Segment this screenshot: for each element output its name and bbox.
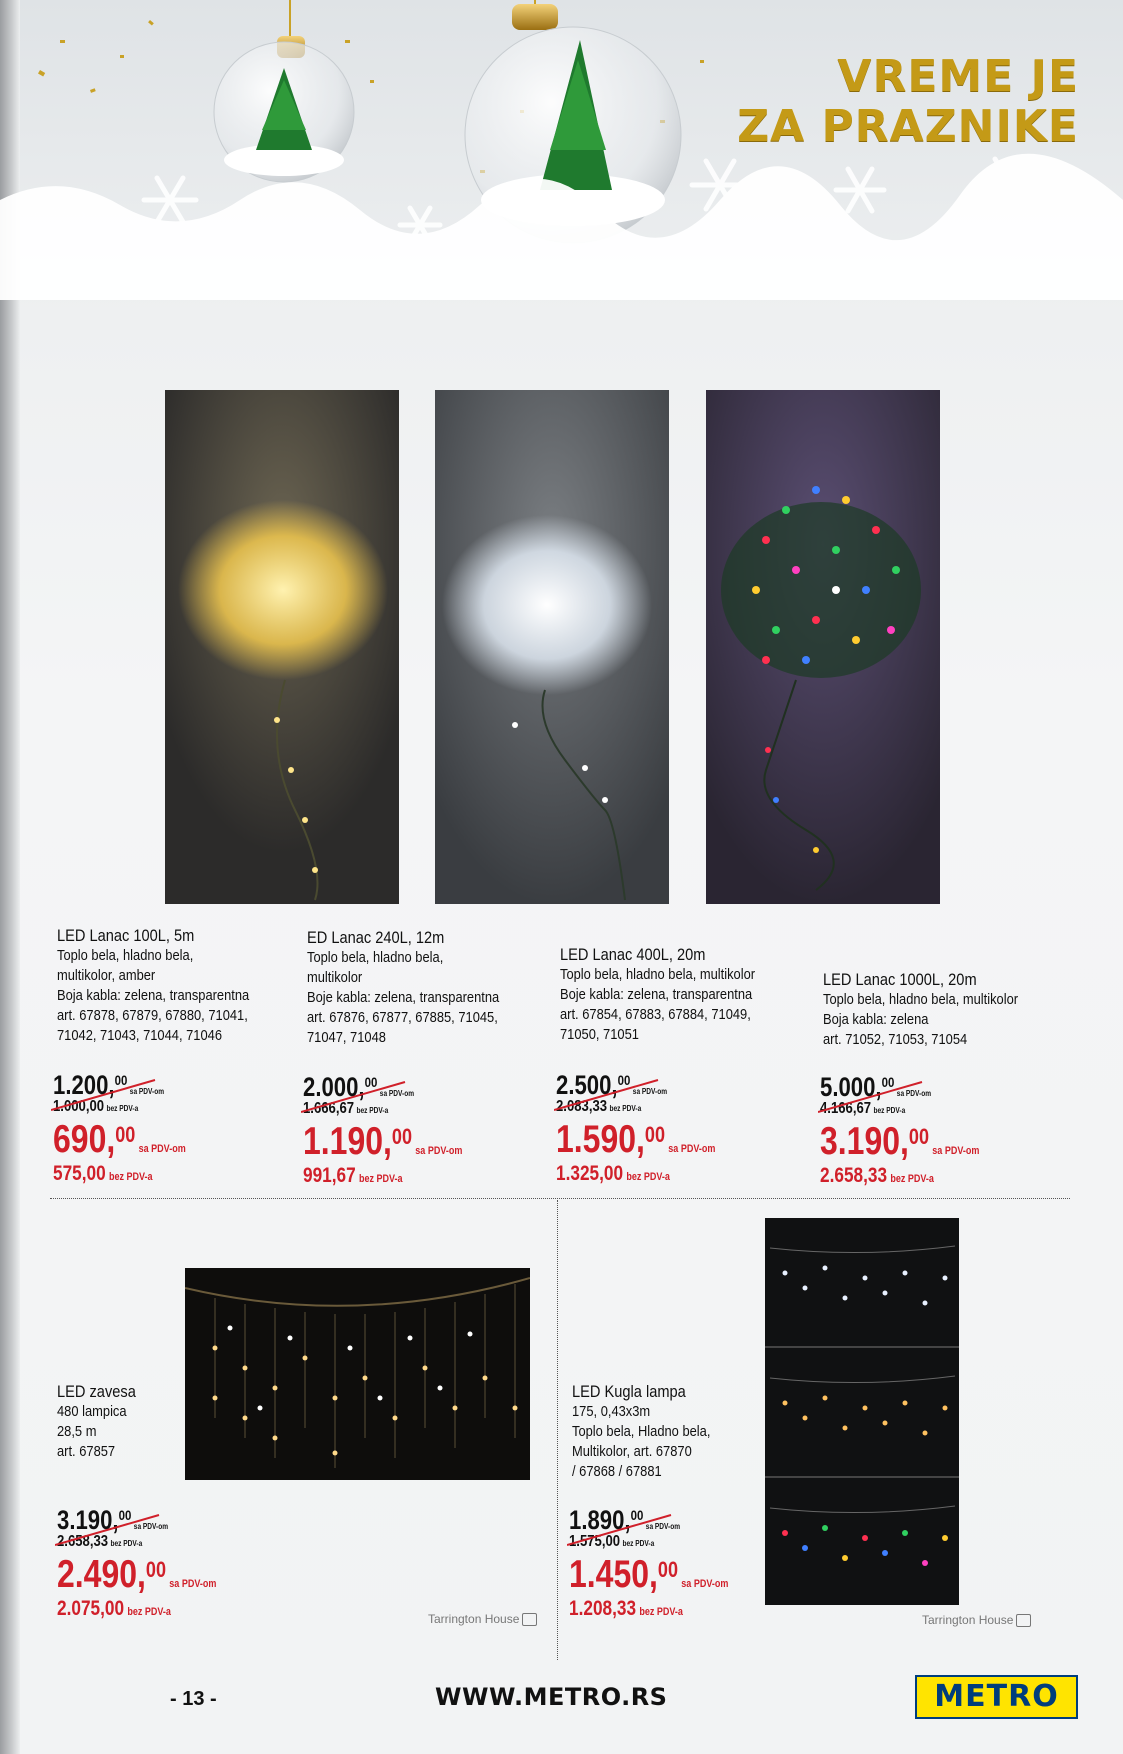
new-price-net: 2.075,00 bez PDV-a	[57, 1597, 171, 1620]
product-3-name: LED Lanac 400L, 20m	[560, 945, 706, 964]
old-price-net: 1.666,67 bez PDV-a	[303, 1100, 389, 1117]
product-1-price	[53, 1070, 293, 1200]
product-3-price	[556, 1070, 796, 1200]
product-6-price	[569, 1505, 809, 1635]
product-6-desc-line: Multikolor, art. 67870	[572, 1443, 692, 1460]
product-1-desc-line: 71042, 71043, 71044, 71046	[57, 1027, 222, 1044]
product-5-name: LED zavesa	[57, 1382, 136, 1401]
page-title	[737, 52, 1079, 152]
brand-badge-icon	[522, 1613, 537, 1626]
old-price-net: 1.000,00 bez PDV-a	[53, 1098, 139, 1115]
header-banner	[0, 0, 1123, 300]
product-5-desc-line: art. 67857	[57, 1443, 116, 1460]
new-price-net: 991,67 bez PDV-a	[303, 1164, 403, 1187]
product-3-description	[560, 945, 755, 1045]
product-4-name: LED Lanac 1000L, 20m	[823, 970, 977, 989]
title-line-2: ZA PRAZNIKE	[737, 101, 1079, 152]
product-4-description	[823, 970, 1018, 1050]
new-price: 2.490,00sa PDV-om	[57, 1553, 217, 1596]
strikethrough-line	[301, 1078, 409, 1114]
product-6-desc-line: 175, 0,43x3m	[572, 1403, 651, 1420]
product-3-desc-line: 71050, 71051	[560, 1026, 639, 1043]
new-price: 1.190,00sa PDV-om	[303, 1120, 463, 1163]
old-price-net: 2.083,33 bez PDV-a	[556, 1098, 642, 1115]
new-price-net: 2.658,33 bez PDV-a	[820, 1164, 934, 1187]
new-price-net: 1.325,00 bez PDV-a	[556, 1162, 670, 1185]
product-3-desc-line: Toplo bela, hladno bela, multikolor	[560, 966, 756, 983]
strikethrough-line	[51, 1076, 159, 1112]
product-photo-led-curtain	[185, 1268, 530, 1480]
product-5-desc-line: 28,5 m	[57, 1423, 97, 1440]
product-6-name: LED Kugla lampa	[572, 1382, 686, 1401]
strikethrough-line	[567, 1511, 675, 1547]
brand-badge-icon	[1016, 1614, 1031, 1627]
product-2-desc-line: 71047, 71048	[307, 1029, 386, 1046]
product-6-desc-line: / 67868 / 67881	[572, 1463, 662, 1480]
product-2-desc-line: multikolor	[307, 969, 363, 986]
old-price-net: 4.166,67 bez PDV-a	[820, 1100, 906, 1117]
product-1-name: LED Lanac 100L, 5m	[57, 926, 195, 945]
product-4-desc-line: Boja kabla: zelena	[823, 1011, 929, 1028]
strikethrough-line	[55, 1511, 163, 1547]
brand-credit-right: Tarrington House	[922, 1613, 1031, 1627]
product-1-desc-line: Toplo bela, hladno bela,	[57, 947, 194, 964]
old-price: 1.890,00sa PDV-om	[569, 1505, 681, 1535]
old-price-net: 1.575,00 bez PDV-a	[569, 1533, 655, 1550]
page-number: - 13 -	[170, 1688, 217, 1710]
product-5-desc-line: 480 lampica	[57, 1403, 127, 1420]
horizontal-divider	[50, 1198, 1070, 1199]
product-photo-cold-lights	[435, 390, 669, 904]
product-4-desc-line: art. 71052, 71053, 71054	[823, 1031, 968, 1048]
product-6-desc-line: Toplo bela, Hladno bela,	[572, 1423, 711, 1440]
old-price: 5.000,00sa PDV-om	[820, 1072, 932, 1102]
product-2-desc-line: Boje kabla: zelena, transparentna	[307, 989, 500, 1006]
product-4-desc-line: Toplo bela, hladno bela, multikolor	[823, 991, 1019, 1008]
product-5-description	[57, 1382, 136, 1462]
old-price: 3.190,00sa PDV-om	[57, 1505, 169, 1535]
product-1-description	[57, 926, 249, 1046]
new-price-net: 1.208,33 bez PDV-a	[569, 1597, 683, 1620]
product-photo-multicolor-lights	[706, 390, 940, 904]
product-2-desc-line: art. 67876, 67877, 67885, 71045,	[307, 1009, 498, 1026]
product-6-description	[572, 1382, 710, 1482]
product-1-desc-line: art. 67878, 67879, 67880, 71041,	[57, 1007, 248, 1024]
title-line-1: VREME JE	[837, 51, 1079, 102]
product-1-desc-line: Boja kabla: zelena, transparentna	[57, 987, 250, 1004]
product-2-name: ED Lanac 240L, 12m	[307, 928, 445, 947]
new-price: 3.190,00sa PDV-om	[820, 1120, 980, 1163]
new-price: 690,00sa PDV-om	[53, 1118, 186, 1161]
product-2-desc-line: Toplo bela, hladno bela,	[307, 949, 444, 966]
product-4-price	[820, 1072, 1060, 1202]
vertical-divider	[557, 1200, 558, 1660]
metro-logo: METRO	[915, 1675, 1078, 1719]
product-5-price	[57, 1505, 297, 1635]
old-price-net: 2.658,33 bez PDV-a	[57, 1533, 143, 1550]
website-link[interactable]: WWW.METRO.RS	[435, 1683, 668, 1711]
product-2-description	[307, 928, 499, 1048]
old-price: 2.500,00sa PDV-om	[556, 1070, 668, 1100]
product-photo-warm-lights	[165, 390, 399, 904]
product-1-desc-line: multikolor, amber	[57, 967, 156, 984]
product-3-desc-line: Boje kabla: zelena, transparentna	[560, 986, 753, 1003]
strikethrough-line	[818, 1078, 926, 1114]
strikethrough-line	[554, 1076, 662, 1112]
old-price: 2.000,00sa PDV-om	[303, 1072, 415, 1102]
product-2-price	[303, 1072, 543, 1202]
brand-credit-left: Tarrington House	[428, 1612, 537, 1626]
old-price: 1.200,00sa PDV-om	[53, 1070, 165, 1100]
new-price: 1.590,00sa PDV-om	[556, 1118, 716, 1161]
new-price-net: 575,00 bez PDV-a	[53, 1162, 153, 1185]
product-3-desc-line: art. 67854, 67883, 67884, 71049,	[560, 1006, 751, 1023]
new-price: 1.450,00sa PDV-om	[569, 1553, 729, 1596]
